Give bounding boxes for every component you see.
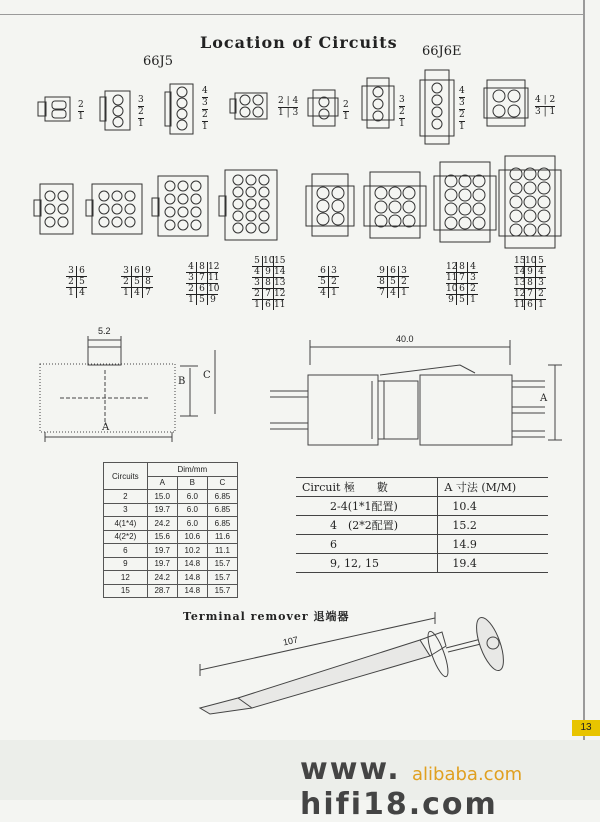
table-cell: 6.85 — [207, 503, 237, 517]
table-cell: 4 (2*2配置) — [296, 516, 438, 535]
pin-grid-cell: 9 — [379, 266, 385, 276]
table-row — [104, 557, 238, 571]
circuit-a-table — [296, 477, 548, 573]
pin-grid-cell: 7 — [196, 273, 207, 283]
pin-grid-cell: 6 — [131, 266, 142, 276]
col-b: B — [177, 476, 207, 490]
table-cell: 24.2 — [147, 571, 177, 585]
pin-grid-cell: 3 — [188, 273, 194, 283]
pin-grid-cell: 4 — [188, 262, 194, 272]
pin-grid-cell: 4 — [76, 288, 87, 298]
tool-length-label: 107 — [282, 634, 299, 648]
pin-grid-cell: 2 — [68, 277, 74, 287]
pin-grid-cell: 1 — [123, 288, 129, 298]
pin-grid-cell: 6 — [456, 284, 467, 294]
pin-grid-cell: 2 — [123, 277, 129, 287]
col-c: C — [207, 476, 237, 490]
connector-6j-12pin-drawing — [434, 162, 496, 242]
pin-label-c3: 4 3 2 1 — [202, 86, 208, 132]
pin-grid-cell: 6 — [524, 300, 535, 310]
connector-6j-4pin-drawing — [420, 70, 454, 144]
pin-label-c1: $\frac{2}{1}$ — [78, 100, 84, 122]
pin-grid-7 — [514, 256, 546, 310]
pin-grid-cell: 8 — [196, 262, 207, 272]
pin-grid-cell: 4 — [320, 288, 326, 298]
pin-grid-cell: 5 — [76, 277, 87, 287]
connector-6j-9pin-drawing — [364, 172, 426, 238]
dim-label-b: B — [178, 376, 186, 387]
pin-grid-cell: 6 — [320, 266, 326, 276]
pin-grid-0 — [66, 266, 87, 298]
pin-grid-cell: 10 — [446, 284, 458, 294]
pin-grid-cell: 2 — [188, 284, 194, 294]
table-row — [104, 571, 238, 585]
dim-label-5-2: 5.2 — [98, 326, 111, 336]
pin-grid-1 — [121, 266, 153, 298]
table-cell: 15.2 — [438, 516, 548, 535]
pin-grid-cell: 9 — [524, 267, 535, 277]
table-cell: 14.8 — [177, 571, 207, 585]
pin-grid-2 — [186, 262, 218, 305]
pin-grid-cell: 5 — [387, 277, 398, 287]
table-cell: 14.8 — [177, 557, 207, 571]
pin-grid-cell: 7 — [379, 288, 385, 298]
a-size-header: A 寸法 (M/M) — [438, 478, 548, 497]
pin-grid-cell: 4 — [254, 267, 260, 277]
connector-12pin-drawing — [152, 176, 208, 236]
pin-grid-cell: 9 — [262, 267, 273, 277]
pin-grid-cell: 8 — [524, 278, 535, 288]
pin-grid-cell: 11 — [208, 273, 220, 283]
pin-grid-cell: 1 — [467, 295, 478, 305]
pin-grid-cell: 8 — [456, 262, 467, 272]
table-row — [104, 544, 238, 558]
pin-label-c2: 3 2 1 — [138, 95, 144, 129]
connector-side-view-drawing — [260, 335, 580, 455]
table-cell: 6.85 — [207, 517, 237, 531]
connector-15pin-drawing — [219, 170, 277, 240]
table-row — [104, 530, 238, 544]
table-cell: 19.7 — [147, 557, 177, 571]
pin-grid-cell: 3 — [328, 266, 339, 276]
series-label-left: 66J5 — [143, 54, 174, 69]
page-number: 13 — [572, 720, 600, 736]
pin-grid-3 — [252, 256, 284, 310]
table-cell: 24.2 — [147, 517, 177, 531]
dim-label-a-right: A — [540, 393, 548, 404]
connector-6pin-drawing — [34, 184, 73, 234]
pin-grid-cell: 3 — [535, 278, 546, 288]
table-cell: 19.7 — [147, 544, 177, 558]
table-cell: 12 — [104, 571, 148, 585]
table-cell: 9, 12, 15 — [296, 554, 438, 573]
pin-grid-cell: 12 — [514, 289, 526, 299]
pin-grid-cell: 4 — [535, 267, 546, 277]
table-cell: 6.0 — [177, 490, 207, 504]
pin-grid-cell: 11 — [274, 300, 286, 310]
tool-caption: Terminal remover 退端器 — [183, 610, 350, 623]
watermark-text: www. hifi18.com — [300, 752, 498, 822]
pin-grid-cell: 14 — [274, 267, 286, 277]
table-cell: 10.2 — [177, 544, 207, 558]
pin-grid-cell: 10 — [525, 256, 537, 266]
pin-grid-cell: 4 — [131, 288, 142, 298]
pin-grid-cell: 1 — [535, 300, 546, 310]
table-cell: 11.1 — [207, 544, 237, 558]
table-row — [296, 516, 548, 535]
pin-grid-5 — [377, 266, 409, 298]
pin-grid-cell: 2 — [328, 277, 339, 287]
dim-label-c: C — [203, 370, 211, 381]
watermark-sub: alibaba.com — [412, 764, 523, 785]
connector-6j-2pin-drawing — [308, 90, 338, 126]
pin-grid-cell: 7 — [142, 288, 153, 298]
pin-label-c4: $\frac{2 | 4}{1 | 3}$ — [278, 96, 299, 118]
pin-grid-cell: 5 — [196, 295, 207, 305]
pin-grid-cell: 8 — [379, 277, 385, 287]
dim-header: Dim/mm — [147, 463, 237, 477]
pin-grid-cell: 12 — [446, 262, 458, 272]
table-cell: 14.8 — [177, 584, 207, 598]
col-a: A — [147, 476, 177, 490]
pin-grid-cell: 7 — [262, 289, 273, 299]
pin-grid-cell: 1 — [68, 288, 74, 298]
pin-grid-6 — [446, 262, 478, 305]
pin-grid-cell: 3 — [68, 266, 74, 276]
pin-grid-cell: 3 — [467, 273, 478, 283]
table-row — [296, 535, 548, 554]
table-cell: 15.7 — [207, 571, 237, 585]
series-label-right: 66J6E — [422, 44, 462, 59]
table-cell: 15.7 — [207, 557, 237, 571]
table-cell: 15 — [104, 584, 148, 598]
pin-label-c5: $\frac{2}{1}$ — [343, 100, 349, 122]
table-row — [296, 554, 548, 573]
pin-label-c6: 3 2 1 — [399, 95, 405, 129]
pin-grid-cell: 14 — [514, 267, 526, 277]
pin-grid-cell: 2 — [398, 277, 409, 287]
pin-grid-cell: 3 — [254, 278, 260, 288]
pin-label-c8: $\frac{4 | 2}{3 | 1}$ — [535, 95, 556, 117]
pin-grid-cell: 5 — [535, 256, 546, 266]
table-cell: 11.6 — [207, 530, 237, 544]
connector-6j-15pin-drawing — [499, 156, 561, 248]
pin-grid-cell: 1 — [254, 300, 260, 310]
connector-4pin-2x2-drawing — [230, 93, 267, 119]
pin-label-c7: 4 3 2 1 — [459, 86, 465, 132]
pin-grid-cell: 9 — [207, 295, 218, 305]
pin-grid-cell: 4 — [387, 288, 398, 298]
table-row — [104, 490, 238, 504]
table-row — [296, 497, 548, 516]
connector-9pin-drawing — [86, 184, 142, 234]
table-cell: 6 — [296, 535, 438, 554]
pin-grid-cell: 15 — [274, 256, 286, 266]
pin-grid-cell: 9 — [448, 295, 454, 305]
table-cell: 4(1*4) — [104, 517, 148, 531]
pin-grid-cell: 9 — [142, 266, 153, 276]
pin-grid-cell: 8 — [262, 278, 273, 288]
pin-grid-cell: 1 — [188, 295, 194, 305]
dim-label-a-left: A — [102, 422, 110, 433]
table-cell: 4(2*2) — [104, 530, 148, 544]
pin-grid-cell: 11 — [514, 300, 526, 310]
connector-drawings — [0, 0, 600, 260]
table-cell: 3 — [104, 503, 148, 517]
pin-grid-cell: 11 — [446, 273, 458, 283]
pin-grid-cell: 5 — [456, 295, 467, 305]
pin-grid-cell: 6 — [76, 266, 87, 276]
table-cell: 6.85 — [207, 490, 237, 504]
pin-grid-cell: 2 — [254, 289, 260, 299]
table-cell: 10.6 — [177, 530, 207, 544]
table-cell: 14.9 — [438, 535, 548, 554]
circuits-header: Circuits — [104, 463, 148, 490]
table-cell: 9 — [104, 557, 148, 571]
pin-grid-cell: 13 — [514, 278, 526, 288]
pin-grid-cell: 1 — [328, 288, 339, 298]
pin-grid-cell: 10 — [208, 284, 220, 294]
table-cell: 6 — [104, 544, 148, 558]
housing-dimension-drawing — [0, 320, 280, 450]
pin-grid-cell: 12 — [274, 289, 286, 299]
pin-grid-cell: 6 — [387, 266, 398, 276]
pin-grid-cell: 7 — [524, 289, 535, 299]
pin-grid-cell: 5 — [131, 277, 142, 287]
table-row — [104, 517, 238, 531]
pin-grid-4 — [318, 266, 339, 298]
pin-grid-cell: 7 — [456, 273, 467, 283]
table-row — [104, 503, 238, 517]
pin-grid-cell: 6 — [262, 300, 273, 310]
pin-grid-cell: 6 — [196, 284, 207, 294]
table-cell: 19.7 — [147, 503, 177, 517]
pin-grid-cell: 15 — [514, 256, 526, 266]
table-cell: 6.0 — [177, 517, 207, 531]
table-cell: 2-4(1*1配置) — [296, 497, 438, 516]
connector-2pin-drawing — [38, 97, 70, 121]
circuit-header: Circuit 極 數 — [296, 478, 438, 497]
pin-grid-cell: 10 — [263, 256, 275, 266]
pin-grid-cell: 5 — [320, 277, 326, 287]
pin-grid-cell: 3 — [398, 266, 409, 276]
pin-grid-cell: 12 — [208, 262, 220, 272]
connector-6j-6pin-drawing — [306, 174, 354, 236]
dim-label-40: 40.0 — [396, 334, 414, 344]
pin-grid-cell: 2 — [535, 289, 546, 299]
pin-grid-cell: 4 — [467, 262, 478, 272]
connector-4pin-1x4-drawing — [165, 84, 193, 134]
terminal-remover-drawing — [180, 610, 550, 725]
table-cell: 15.0 — [147, 490, 177, 504]
table-cell: 15.6 — [147, 530, 177, 544]
pin-grid-cell: 1 — [398, 288, 409, 298]
pin-grid-cell: 2 — [467, 284, 478, 294]
pin-grid-cell: 3 — [123, 266, 129, 276]
pin-grid-cell: 13 — [274, 278, 286, 288]
connector-6j-2x2-drawing — [484, 80, 528, 126]
table-cell: 2 — [104, 490, 148, 504]
table-cell: 10.4 — [438, 497, 548, 516]
connector-6j-3pin-drawing — [362, 78, 394, 128]
page-title: Location of Circuits — [200, 33, 398, 52]
table-row — [104, 584, 238, 598]
table-cell: 15.7 — [207, 584, 237, 598]
table-cell: 28.7 — [147, 584, 177, 598]
dimension-table — [103, 462, 238, 598]
table-cell: 6.0 — [177, 503, 207, 517]
pin-grid-cell: 5 — [254, 256, 260, 266]
pin-grid-cell: 8 — [142, 277, 153, 287]
table-cell: 19.4 — [438, 554, 548, 573]
connector-3pin-drawing — [100, 91, 130, 130]
